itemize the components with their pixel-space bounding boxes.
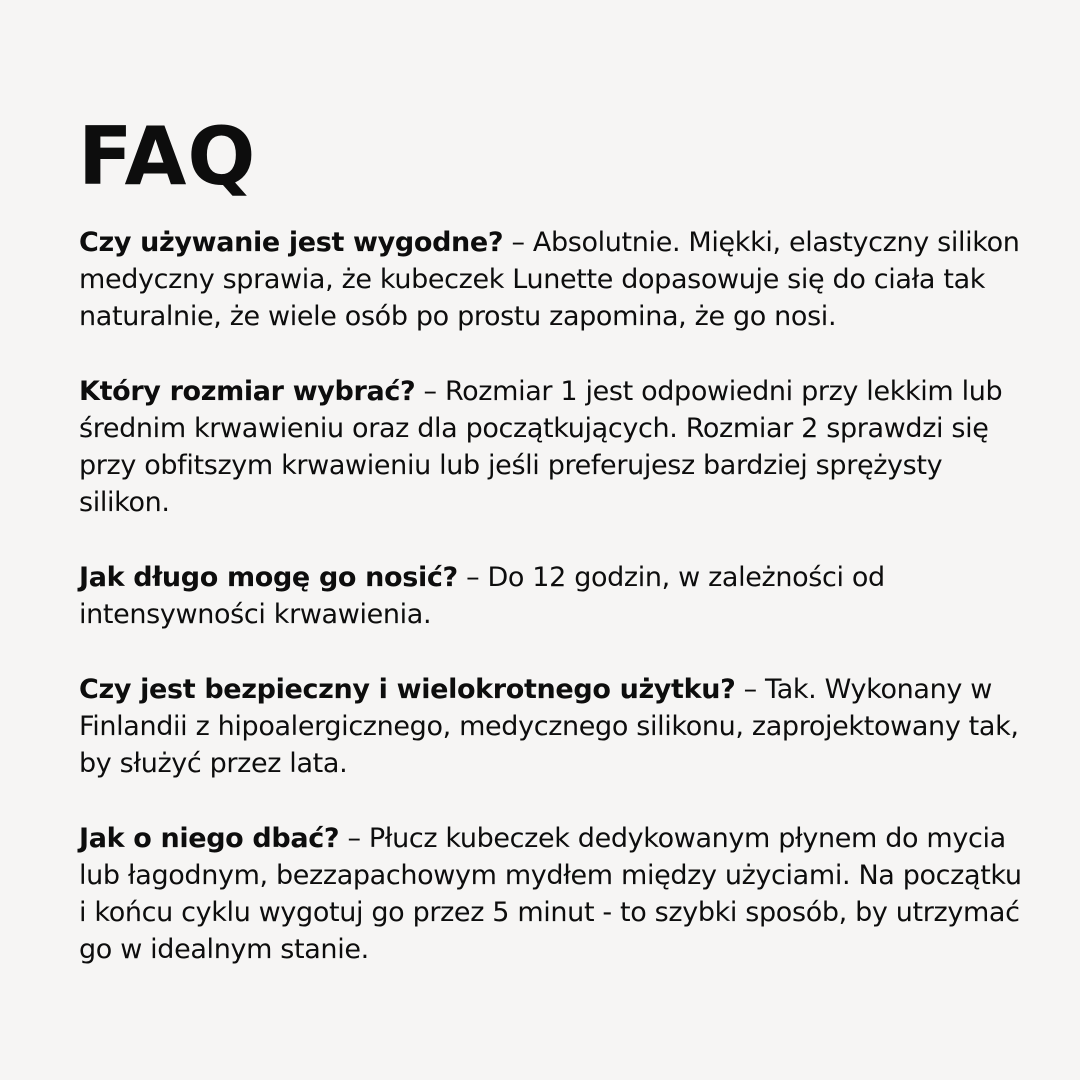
faq-question: Jak długo mogę go nosić? [79,562,458,593]
faq-answer: – Do 12 godzin, w zależności od intensywności krwawienia. [79,562,885,630]
faq-answer: – Tak. Wykonany w Finlandii z hipoalergicznego, medycznego silikonu, zaprojektowany tak, by służyć przez lata. [79,674,1019,779]
faq-item-wear-time [79,559,1029,633]
faq-question: Który rozmiar wybrać? [79,376,416,407]
faq-list [79,224,1029,1006]
faq-question: Jak o niego dbać? [79,823,340,854]
faq-question: Czy jest bezpieczny i wielokrotnego użytku? [79,674,736,705]
faq-item-care [79,820,1029,968]
faq-item-comfort [79,224,1029,335]
faq-item-size [79,373,1029,521]
faq-answer: – Płucz kubeczek dedykowanym płynem do mycia lub łagodnym, bezzapachowym mydłem między użyciami. Na początku i końcu cyklu wygotuj go przez 5 minut - to szybki sposób, by utrzymać go w idealnym stanie. [79,823,1022,965]
faq-question: Czy używanie jest wygodne? [79,227,504,258]
faq-answer: – Rozmiar 1 jest odpowiedni przy lekkim lub średnim krwawieniu oraz dla początkujących. Rozmiar 2 sprawdzi się przy obfitszym krwawieniu lub jeśli preferujesz bardziej sprężysty silikon. [79,376,1003,518]
faq-answer: – Absolutnie. Miękki, elastyczny silikon medyczny sprawia, że kubeczek Lunette dopasowuje się do ciała tak naturalnie, że wiele osób po prostu zapomina, że go nosi. [79,227,1020,332]
page-title: FAQ [78,110,257,203]
faq-item-safety [79,671,1029,782]
